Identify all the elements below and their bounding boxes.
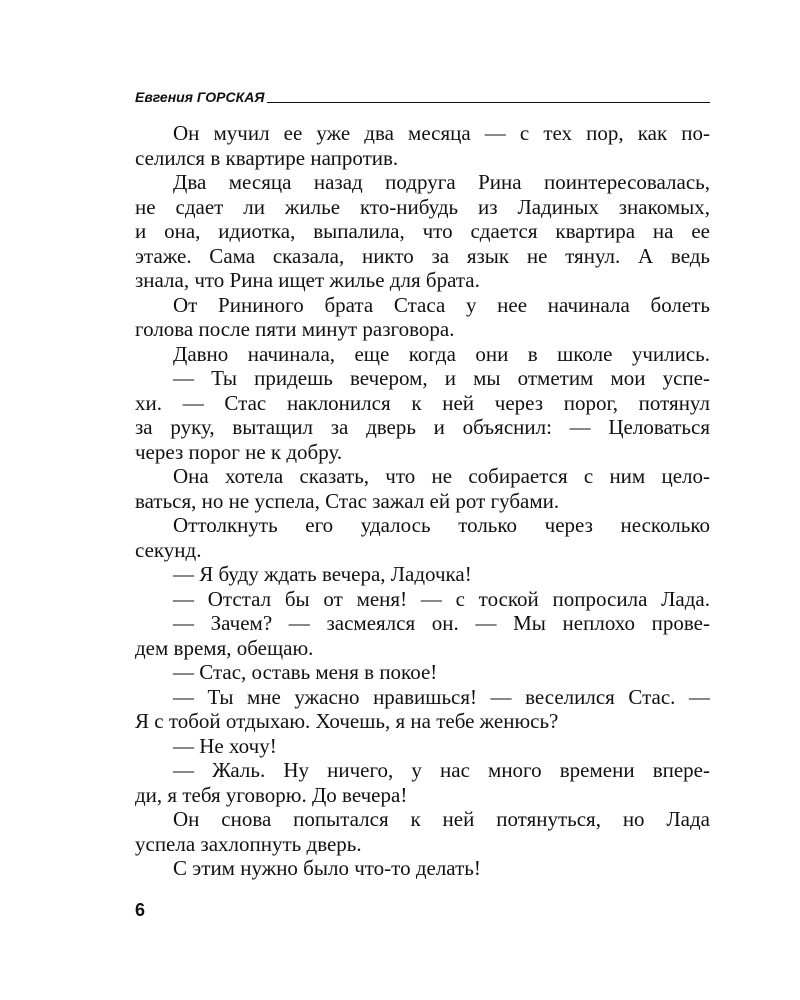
paragraph [135,685,710,734]
text-line: Оттолкнуть его удалось только через несколько [173,513,710,537]
paragraph [135,342,710,367]
text-line: ди, я тебя уговорю. До вечера! [135,782,408,807]
text-line: селился в квартире напротив. [135,145,399,170]
text-line: — Отстал бы от меня! — с тоской попросила Лада. [173,586,710,611]
text-line: через порог не к добру. [135,439,343,464]
text-line: секунд. [135,537,202,562]
text-line: и она, идиотка, выпалила, что сдается квартира на ее [135,219,710,243]
text-line: голова после пяти минут разговора. [135,317,455,341]
text-line: Я с тобой отдыхаю. Хочешь, я на тебе женюсь? [135,709,559,733]
paragraph [135,587,710,612]
body-text [135,121,710,881]
text-line: — Жаль. Ну ничего, у нас много времени впере- [173,758,710,782]
text-line: успела захлопнуть дверь. [135,831,362,856]
paragraph [135,170,710,293]
paragraph [135,660,710,685]
text-line: Он снова попытался к ней потянуться, но Лада [173,807,710,831]
author-name: Евгения ГОРСКАЯ [135,89,265,105]
paragraph [135,856,710,881]
text-line: этаже. Сама сказала, никто за язык не тянул. А ведь [135,243,710,268]
paragraph [135,366,710,464]
text-line: не сдает ли жилье кто-нибудь из Ладиных знакомых, [135,194,710,219]
text-line: за руку, вытащил за дверь и объяснил: — Целоваться [135,415,710,439]
text-line: дем время, обещаю. [135,635,314,660]
paragraph [135,611,710,660]
text-line: — Стас, оставь меня в покое! [173,660,438,684]
text-line: знала, что Рина ищет жилье для брата. [135,268,480,292]
text-line: С этим нужно было что-то делать! [173,856,481,880]
header-rule [267,102,710,103]
text-line: — Ты мне ужасно нравишься! — веселился Стас. — [173,684,710,709]
paragraph [135,758,710,807]
text-line: Он мучил ее уже два месяца — с тех пор, как по- [173,121,710,145]
text-line: Два месяца назад подруга Рина поинтересовалась, [173,170,710,194]
text-line: — Зачем? — засмеялся он. — Мы неплохо прове- [173,611,710,635]
text-line: — Не хочу! [173,733,277,758]
paragraph [135,734,710,759]
paragraph [135,121,710,170]
paragraph [135,464,710,513]
text-line: От Рининого брата Стаса у нее начинала болеть [173,292,710,317]
page-number: 6 [135,900,146,920]
paragraph [135,807,710,856]
text-line: ваться, но не успела, Стас зажал ей рот губами. [135,488,560,513]
text-line: Она хотела сказать, что не собирается с ним цело- [173,464,710,488]
text-line: — Ты придешь вечером, и мы отметим мои успе- [173,366,710,390]
text-line: — Я буду ждать вечера, Ладочка! [173,562,472,586]
running-header [135,86,710,104]
paragraph [135,293,710,342]
text-line: Давно начинала, еще когда они в школе учились. [173,341,710,366]
text-line: хи. — Стас наклонился к ней через порог, потянул [135,390,710,415]
paragraph [135,562,710,587]
paragraph [135,513,710,562]
